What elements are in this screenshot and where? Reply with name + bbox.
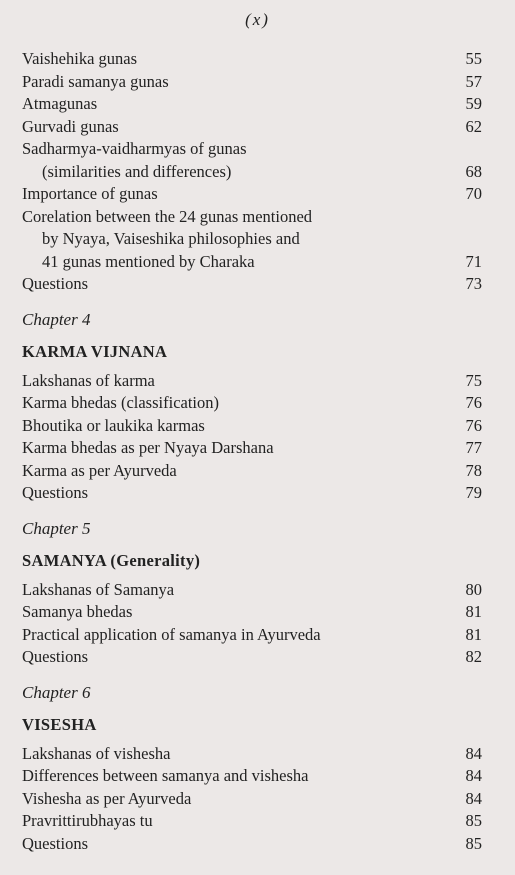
toc-entry	[22, 810, 482, 833]
toc-entry-page: 77	[465, 438, 482, 457]
toc-entry	[22, 437, 482, 460]
toc-entry	[22, 460, 482, 483]
toc-entry-page: 84	[465, 766, 482, 785]
toc-entry-title: Differences between samanya and vishesha	[22, 766, 309, 785]
toc-entry	[22, 743, 482, 766]
toc-entry	[22, 765, 482, 788]
toc-entry-title: Karma bhedas (classification)	[22, 393, 220, 412]
chapter-title: KARMA VIJNANA	[22, 341, 168, 361]
toc-entry-title: 41 gunas mentioned by Charaka	[42, 251, 255, 271]
toc-entry-corelation-cont	[22, 228, 482, 251]
toc-entry	[22, 71, 482, 94]
toc-entry-page: 81	[465, 624, 482, 644]
toc-entry-page: 68	[465, 161, 482, 181]
toc-entry-sadharmya	[22, 138, 482, 161]
toc-entry	[22, 624, 482, 647]
toc-entry-page: 81	[465, 602, 482, 621]
chapter-title: VISESHA	[22, 714, 97, 734]
table-of-contents	[22, 48, 482, 855]
toc-entry-title: Questions	[22, 647, 88, 666]
toc-entry-page: 80	[465, 579, 482, 599]
toc-entry-page: 71	[465, 251, 482, 271]
toc-entry-title: Sadharmya-vaidharmyas of gunas	[22, 139, 247, 158]
chapter-label: Chapter 5	[22, 518, 91, 538]
toc-entry	[22, 579, 482, 602]
toc-entry-title: Corelation between the 24 gunas mentioned	[22, 206, 313, 226]
toc-entry-importance	[22, 183, 482, 206]
toc-entry-title: (similarities and differences)	[42, 161, 232, 181]
toc-entry	[22, 482, 482, 505]
toc-entry-title: Lakshanas of karma	[22, 370, 155, 390]
toc-entry-title: Pravrittirubhayas tu	[22, 811, 153, 830]
chapter-title: SAMANYA (Generality)	[22, 550, 201, 570]
toc-entry-page: 78	[465, 460, 482, 480]
toc-entry-title: Karma as per Ayurveda	[22, 460, 177, 480]
toc-entry-page: 84	[465, 788, 482, 808]
toc-entry-corelation	[22, 206, 482, 229]
toc-entry	[22, 833, 482, 856]
toc-entry-page: 73	[465, 274, 482, 293]
toc-entry-title: Atmagunas	[22, 94, 98, 113]
toc-entry-title: Gurvadi gunas	[22, 116, 119, 136]
toc-entry	[22, 93, 482, 116]
toc-entry-page: 75	[465, 370, 482, 390]
toc-entry-sadharmya-cont	[22, 161, 482, 184]
toc-entry-title: Practical application of samanya in Ayurveda	[22, 624, 321, 644]
toc-entry-title: Lakshanas of Samanya	[22, 579, 175, 599]
toc-entry-page: 62	[465, 116, 482, 136]
chapter-label: Chapter 6	[22, 682, 91, 702]
chapter-label: Chapter 4	[22, 309, 91, 329]
toc-entry-page: 59	[465, 94, 482, 113]
page-number-header: (x)	[245, 10, 270, 29]
toc-entry-title: Questions	[22, 274, 88, 293]
toc-entry	[22, 646, 482, 669]
toc-entry-title: Vishesha as per Ayurveda	[22, 788, 192, 808]
toc-entry-title: Importance of gunas	[22, 184, 158, 203]
toc-entry-title: Lakshanas of vishesha	[22, 743, 171, 763]
toc-entry-page: 79	[465, 483, 482, 502]
toc-entry-title: Samanya bhedas	[22, 602, 133, 621]
toc-entry-page: 55	[465, 49, 482, 68]
toc-entry-page: 82	[465, 647, 482, 666]
toc-entry-title: Karma bhedas as per Nyaya Darshana	[22, 438, 274, 457]
toc-entry-page: 57	[465, 71, 482, 91]
toc-entry	[22, 370, 482, 393]
toc-entry-corelation-cont	[22, 251, 482, 274]
toc-entry-title: by Nyaya, Vaiseshika philosophies and	[42, 229, 300, 248]
toc-entry-page: 76	[465, 393, 482, 412]
toc-entry-page: 85	[465, 833, 482, 853]
toc-entry	[22, 392, 482, 415]
toc-entry-title: Questions	[22, 483, 88, 502]
toc-entry-page: 85	[465, 811, 482, 830]
toc-entry	[22, 601, 482, 624]
toc-entry	[22, 415, 482, 438]
toc-entry-questions	[22, 273, 482, 296]
toc-entry-title: Vaishehika gunas	[22, 49, 138, 68]
toc-entry-page: 70	[465, 184, 482, 203]
toc-entry-title: Bhoutika or laukika karmas	[22, 415, 205, 435]
toc-entry-title: Paradi samanya gunas	[22, 71, 169, 91]
toc-entry-title: Questions	[22, 833, 88, 853]
toc-entry-page: 76	[465, 415, 482, 435]
toc-entry-page: 84	[465, 743, 482, 763]
toc-entry	[22, 116, 482, 139]
toc-entry	[22, 48, 482, 71]
toc-entry	[22, 788, 482, 811]
